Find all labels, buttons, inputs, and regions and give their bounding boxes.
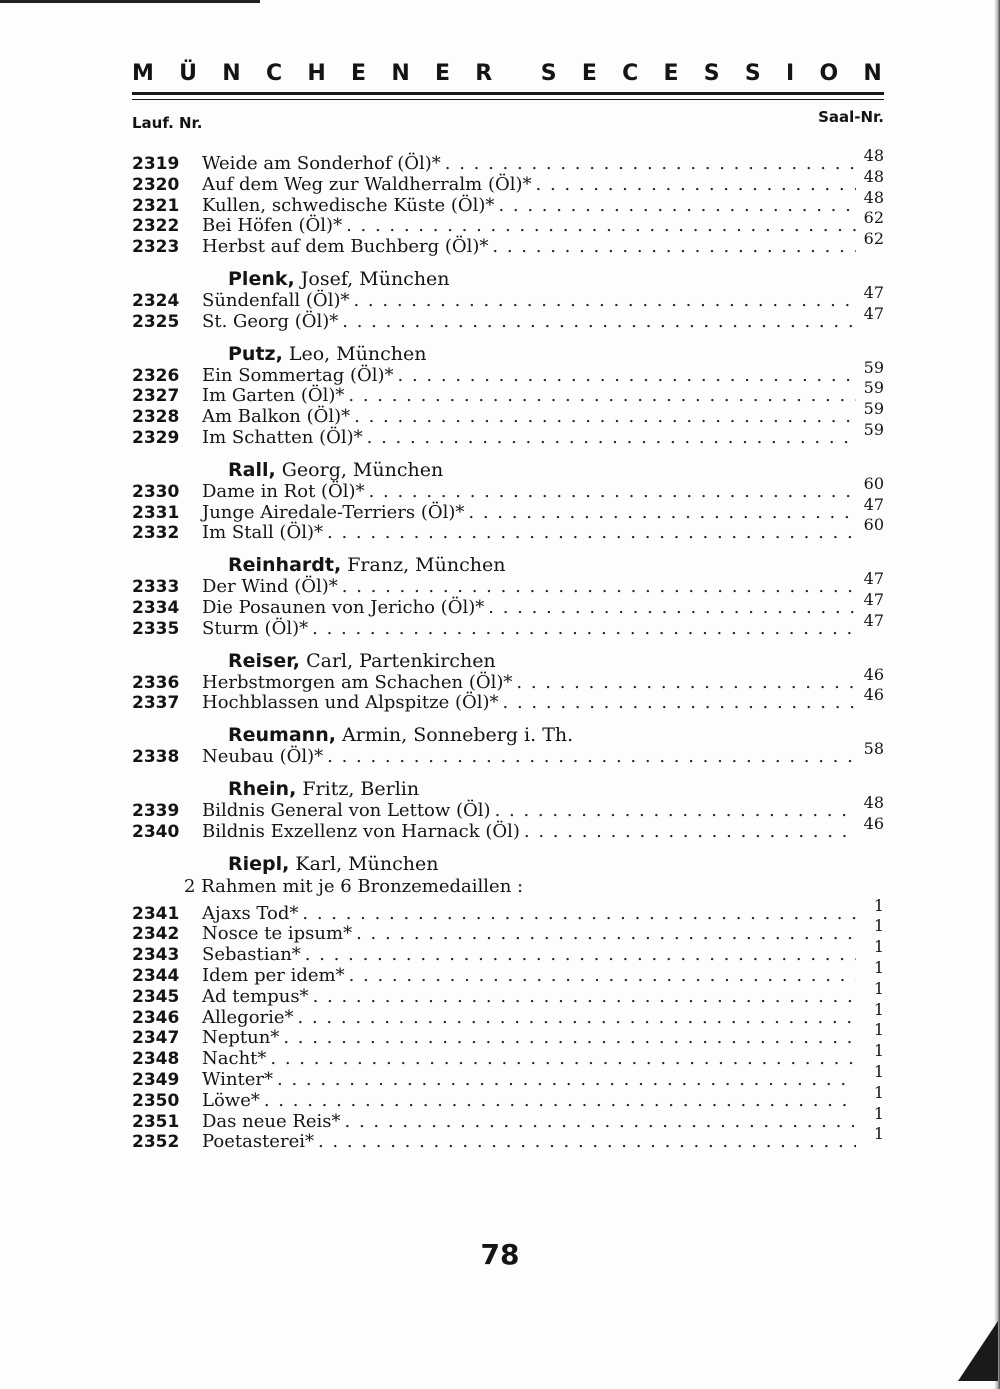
- entry-number: 2341: [132, 903, 180, 924]
- entry-title: Poetasterei*: [202, 1131, 314, 1153]
- column-header-saal-nr: Saal-Nr.: [818, 108, 884, 126]
- entry-room-number: 1: [873, 916, 884, 936]
- dot-leader: [323, 747, 856, 768]
- entry-number: 2345: [132, 986, 180, 1007]
- entry-room-number: 47: [863, 303, 884, 323]
- dot-leader: [301, 945, 856, 966]
- dot-leader: [488, 237, 856, 258]
- entry-room-number: 46: [863, 664, 884, 684]
- artist-name-place: Josef, München: [300, 267, 450, 290]
- entry-number: 2335: [132, 618, 180, 639]
- entry-number: 2349: [132, 1069, 180, 1090]
- dot-leader: [464, 503, 856, 524]
- dot-leader: [266, 1049, 856, 1070]
- entry-title: Herbst auf dem Buchberg (Öl)*: [202, 236, 489, 258]
- dot-leader: [484, 598, 856, 619]
- dot-leader: [314, 1132, 856, 1153]
- entry-room-number: 48: [863, 187, 884, 207]
- running-head-letter: S: [703, 61, 722, 86]
- entry-title: Junge Airedale-Terriers (Öl)*: [202, 501, 465, 523]
- catalog-entry: [132, 419, 884, 449]
- running-head-letter: N: [391, 61, 412, 86]
- catalog-entry: [132, 999, 884, 1029]
- artist-name-place: Karl, München: [295, 852, 439, 875]
- dot-leader: [279, 1028, 856, 1049]
- dot-leader: [341, 1112, 856, 1133]
- header-double-rule: [132, 92, 884, 100]
- entry-room-number: 59: [863, 378, 884, 398]
- entry-room-number: 1: [873, 1020, 884, 1040]
- dot-leader: [499, 693, 856, 714]
- entry-title: Idem per idem*: [202, 964, 345, 986]
- entry-title: Im Garten (Öl)*: [202, 385, 345, 407]
- catalog-entry: [132, 1082, 884, 1112]
- entry-number: 2323: [132, 237, 180, 258]
- entry-room-number: 47: [863, 610, 884, 630]
- catalog-entry: [132, 515, 884, 544]
- top-edge-rule: [0, 0, 260, 3]
- catalog-entry: [132, 957, 884, 987]
- entry-room-number: 60: [863, 515, 884, 535]
- entry-room-number: 1: [873, 999, 884, 1019]
- catalog-entry: [132, 1041, 884, 1070]
- artist-heading: [132, 342, 884, 366]
- running-head-letter: R: [475, 61, 495, 86]
- dot-leader: [345, 966, 856, 987]
- catalog-entry: [132, 664, 884, 694]
- entry-number: 2340: [132, 821, 180, 842]
- dot-leader: [363, 428, 856, 449]
- entry-title: Bildnis General von Lettow (Öl): [202, 799, 491, 821]
- entry-number: 2319: [132, 154, 180, 174]
- page-number: 78: [480, 1238, 520, 1271]
- group-note: 2 Rahmen mit je 6 Bronzemedaillen :: [184, 875, 524, 897]
- catalog-page: [132, 58, 884, 1153]
- catalog-entry: [132, 569, 884, 598]
- entry-number: 2338: [132, 747, 180, 768]
- entry-title: Löwe*: [202, 1089, 260, 1111]
- entry-title: Herbstmorgen am Schachen (Öl)*: [202, 671, 513, 693]
- catalog-entry: [132, 208, 884, 237]
- entry-title: Sebastian*: [202, 944, 301, 966]
- entry-number: 2339: [132, 800, 180, 821]
- artist-name-place: Georg, München: [281, 458, 444, 481]
- entry-room-number: 62: [863, 208, 884, 228]
- dot-leader: [520, 822, 856, 843]
- entry-title: Nosce te ipsum*: [202, 923, 353, 945]
- running-head-letter: N: [222, 61, 243, 86]
- running-head-letter: Ü: [179, 61, 200, 86]
- entry-number: 2344: [132, 965, 180, 986]
- catalog-entry: [132, 895, 884, 925]
- dot-leader: [491, 801, 856, 822]
- entry-number: 2321: [132, 195, 180, 216]
- entry-room-number: 59: [863, 357, 884, 377]
- entry-number: 2350: [132, 1090, 180, 1111]
- entry-room-number: 1: [873, 1041, 884, 1061]
- running-head-letter: O: [819, 61, 841, 86]
- dot-leader: [365, 482, 856, 503]
- entry-title: Am Balkon (Öl)*: [202, 406, 351, 428]
- entry-room-number: 48: [863, 792, 884, 812]
- entry-number: 2333: [132, 577, 180, 598]
- entry-room-number: 1: [873, 1061, 884, 1081]
- entry-number: 2352: [132, 1132, 180, 1153]
- running-head-letter: C: [622, 61, 641, 86]
- entry-number: 2326: [132, 365, 180, 386]
- entry-number: 2332: [132, 523, 180, 544]
- artist-surname: Riepl,: [228, 852, 290, 875]
- entry-title: Dame in Rot (Öl)*: [202, 480, 365, 502]
- entry-room-number: 47: [863, 589, 884, 609]
- running-head-letter: I: [786, 61, 797, 86]
- entry-title: Ad tempus*: [202, 985, 309, 1007]
- artist-heading: [132, 649, 884, 673]
- running-head-letter: E: [351, 61, 369, 86]
- entry-number: 2334: [132, 597, 180, 618]
- column-header-lauf-nr: Lauf. Nr.: [132, 114, 203, 132]
- entry-title: Der Wind (Öl)*: [202, 576, 338, 598]
- artist-surname: Plenk,: [228, 267, 295, 290]
- artist-heading: [132, 723, 884, 747]
- catalog-entry: [132, 494, 884, 524]
- entry-title: Nacht*: [202, 1048, 267, 1070]
- catalog-entry: [132, 1103, 884, 1133]
- entry-room-number: 46: [863, 813, 884, 833]
- entry-title: Auf dem Weg zur Waldherralm (Öl)*: [202, 173, 532, 195]
- artist-surname: Reiser,: [228, 649, 301, 672]
- catalog-entry: [132, 146, 884, 175]
- entry-room-number: 47: [863, 569, 884, 589]
- entry-room-number: 59: [863, 419, 884, 439]
- catalog-entry: [132, 282, 884, 312]
- entry-number: 2331: [132, 502, 180, 523]
- artist-name-place: Franz, München: [347, 554, 506, 577]
- entry-room-number: 58: [863, 739, 884, 759]
- dot-leader: [342, 216, 856, 237]
- entry-title: Im Stall (Öl)*: [202, 522, 323, 544]
- catalog-entry: [132, 937, 884, 966]
- entry-number: 2337: [132, 693, 180, 714]
- catalog-entry: [132, 378, 884, 407]
- entry-number: 2346: [132, 1007, 180, 1028]
- artist-heading: [132, 458, 884, 482]
- catalog-entry: [132, 166, 884, 196]
- entry-room-number: 1: [873, 895, 884, 915]
- entry-number: 2351: [132, 1111, 180, 1132]
- dot-leader: [352, 924, 856, 945]
- entry-room-number: 48: [863, 166, 884, 186]
- running-head-letter: E: [434, 61, 453, 86]
- catalog-entry: [132, 739, 884, 768]
- entry-room-number: 47: [863, 494, 884, 514]
- entry-title: Hochblassen und Alpspitze (Öl)*: [202, 692, 499, 714]
- dot-leader: [273, 1070, 856, 1091]
- dot-leader: [512, 673, 856, 694]
- entry-room-number: 1: [873, 1082, 884, 1102]
- catalog-entry: [132, 1020, 884, 1049]
- dot-leader: [260, 1091, 856, 1112]
- entry-number: 2328: [132, 407, 180, 428]
- corner-mark: [958, 1321, 998, 1381]
- running-head-letter: E: [663, 61, 681, 86]
- entry-number: 2348: [132, 1049, 180, 1070]
- artist-surname: Rhein,: [228, 777, 297, 800]
- entry-room-number: 47: [863, 282, 884, 302]
- entry-number: 2347: [132, 1028, 180, 1049]
- catalog-entry: [132, 610, 884, 640]
- running-head-letter: C: [265, 61, 285, 86]
- artist-name-place: Leo, München: [288, 342, 427, 365]
- artist-name-place: Fritz, Berlin: [302, 777, 420, 800]
- catalog-entry: [132, 473, 884, 503]
- entry-number: 2342: [132, 924, 180, 945]
- running-head-letter: M: [132, 61, 156, 86]
- entry-room-number: 59: [863, 399, 884, 419]
- entry-title: Sündenfall (Öl)*: [202, 289, 350, 311]
- catalog-entry: [132, 1061, 884, 1091]
- artist-surname: Reumann,: [228, 724, 336, 747]
- artist-heading: [132, 267, 884, 291]
- artist-heading: [132, 553, 884, 577]
- dot-leader: [338, 577, 856, 598]
- catalog-entry: [132, 813, 884, 843]
- catalog-entry: [132, 229, 884, 258]
- artist-heading: [132, 777, 884, 801]
- dot-leader: [349, 291, 856, 312]
- catalog-entries: [132, 146, 884, 1153]
- artist-surname: Reinhardt,: [228, 554, 342, 577]
- dot-leader: [298, 904, 856, 925]
- entry-number: 2343: [132, 945, 180, 966]
- artist-surname: Rall,: [228, 458, 276, 481]
- entry-room-number: 1: [873, 937, 884, 957]
- entry-title: St. Georg (Öl)*: [202, 310, 339, 332]
- dot-leader: [441, 154, 856, 175]
- catalog-entry: [132, 399, 884, 428]
- entry-title: Bildnis Exzellenz von Harnack (Öl): [202, 820, 520, 842]
- entry-room-number: 62: [863, 229, 884, 249]
- dot-leader: [494, 196, 856, 217]
- dot-leader: [532, 175, 856, 196]
- entry-room-number: 60: [863, 473, 884, 493]
- catalog-entry: [132, 978, 884, 1008]
- entry-title: Ajaxs Tod*: [202, 902, 299, 924]
- running-head-letter: E: [581, 61, 599, 86]
- catalog-entry: [132, 1124, 884, 1153]
- entry-room-number: 46: [863, 685, 884, 705]
- dot-leader: [394, 366, 856, 387]
- entry-room-number: 1: [873, 1124, 884, 1144]
- entry-title: Sturm (Öl)*: [202, 617, 309, 639]
- entry-number: 2329: [132, 427, 180, 448]
- dot-leader: [309, 987, 856, 1008]
- dot-leader: [308, 619, 856, 640]
- catalog-entry: [132, 303, 884, 333]
- artist-name-place: Carl, Partenkirchen: [306, 649, 496, 672]
- entry-title: Winter*: [202, 1068, 274, 1090]
- running-head-letter: H: [307, 61, 328, 86]
- entry-title: Im Schatten (Öl)*: [202, 426, 363, 448]
- entry-title: Bei Höfen (Öl)*: [202, 215, 343, 237]
- artist-surname: Putz,: [228, 342, 283, 365]
- catalog-entry: [132, 916, 884, 945]
- dot-leader: [344, 386, 856, 407]
- dot-leader: [323, 523, 856, 544]
- entry-title: Das neue Reis*: [202, 1110, 341, 1132]
- entry-title: Die Posaunen von Jericho (Öl)*: [202, 596, 485, 618]
- entry-title: Neubau (Öl)*: [202, 746, 324, 768]
- running-head: [132, 58, 884, 90]
- entry-room-number: 1: [873, 978, 884, 998]
- catalog-entry: [132, 589, 884, 619]
- artist-heading: [132, 852, 884, 876]
- entry-title: Neptun*: [202, 1027, 280, 1049]
- catalog-entry: [132, 357, 884, 387]
- entry-number: 2336: [132, 672, 180, 693]
- entry-title: Weide am Sonderhof (Öl)*: [202, 153, 441, 174]
- catalog-entry: [132, 792, 884, 822]
- entry-room-number: 48: [863, 146, 884, 165]
- entry-number: 2325: [132, 311, 180, 332]
- catalog-entry: [132, 685, 884, 714]
- running-head-letter: N: [863, 61, 884, 86]
- entry-title: Kullen, schwedische Küste (Öl)*: [202, 194, 495, 216]
- running-head-letter: S: [540, 61, 559, 86]
- entry-title: Ein Sommertag (Öl)*: [202, 364, 394, 386]
- running-head-letter: S: [744, 61, 763, 86]
- entry-title: Allegorie*: [202, 1006, 294, 1028]
- entry-number: 2330: [132, 481, 180, 502]
- artist-name-place: Armin, Sonneberg i. Th.: [341, 724, 574, 747]
- entry-number: 2320: [132, 174, 180, 195]
- dot-leader: [294, 1008, 856, 1029]
- dot-leader: [338, 312, 856, 333]
- column-headers: [132, 108, 884, 154]
- entry-number: 2322: [132, 216, 180, 237]
- entry-number: 2327: [132, 386, 180, 407]
- catalog-entry: [132, 187, 884, 217]
- entry-room-number: 1: [873, 957, 884, 977]
- page-edge-shadow: [994, 0, 1000, 1389]
- dot-leader: [350, 407, 856, 428]
- entry-number: 2324: [132, 290, 180, 311]
- entry-room-number: 1: [873, 1103, 884, 1123]
